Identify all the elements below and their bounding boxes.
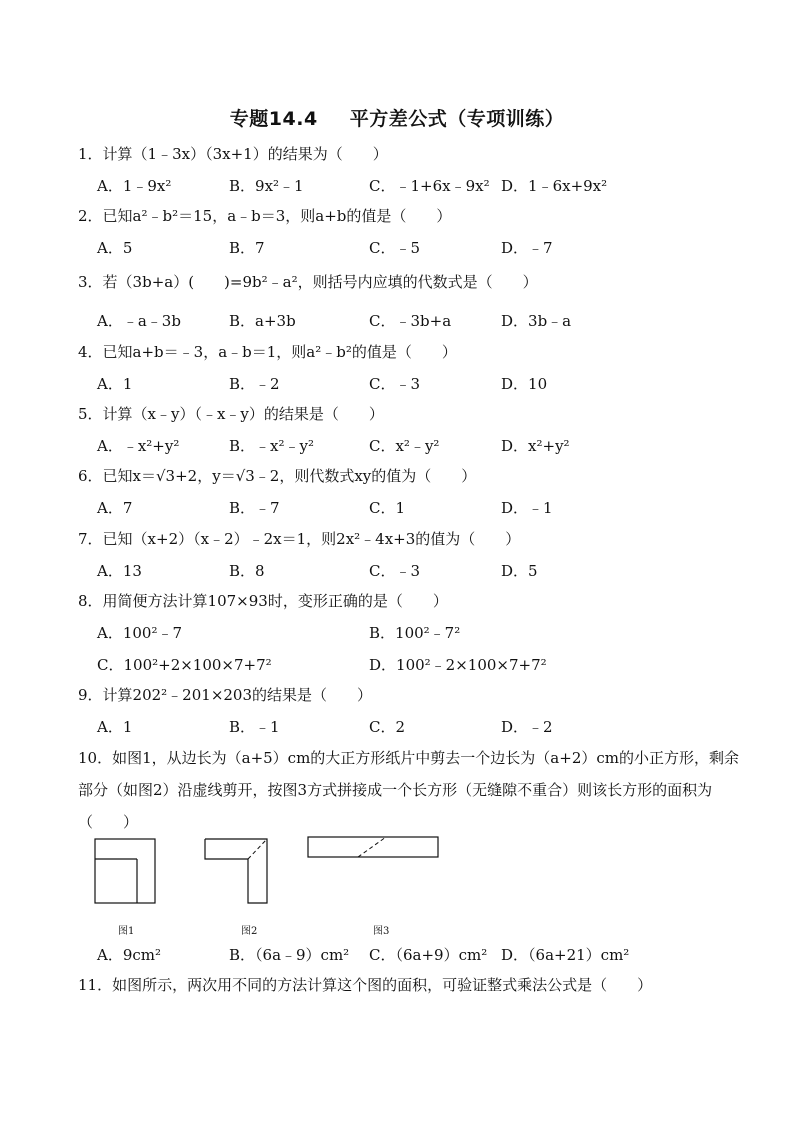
q1-option-b: B．9x²﹣1 [229,177,304,195]
q9-option-d: D．﹣2 [501,718,553,736]
question-6: 6．已知x＝√3+2，y＝√3﹣2，则代数式xy的值为（ ） [78,467,477,485]
q5-option-a: A．﹣x²+y² [97,437,180,455]
q8-option-b: B．100²﹣7² [369,624,461,642]
q9-option-b: B．﹣1 [229,718,280,736]
q1-option-d: D．1﹣6x+9x² [501,177,608,195]
figure-1-caption: 图1 [118,926,135,937]
q10-option-a: A．9cm² [97,946,162,964]
q2-option-c: C．﹣5 [369,239,421,257]
question-8: 8．用简便方法计算107×93时，变形正确的是（ ） [78,592,448,610]
q1-option-c: C．﹣1+6x﹣9x² [369,177,490,195]
q2-option-b: B．7 [229,239,265,257]
figure-1 [93,837,157,905]
q7-option-b: B．8 [229,562,265,580]
question-1: 1．计算（1﹣3x）（3x+1）的结果为（ ） [78,145,388,163]
question-11: 11．如图所示，两次用不同的方法计算这个图的面积，可验证整式乘法公式是（ ） [78,976,653,994]
q7-option-d: D．5 [501,562,538,580]
question-5: 5．计算（x﹣y）（﹣x﹣y）的结果是（ ） [78,405,384,423]
figure-3-caption: 图3 [373,926,390,937]
q8-option-d: D．100²﹣2×100×7+7² [369,656,547,674]
q8-option-c: C．100²+2×100×7+7² [97,656,272,674]
page-title [0,104,794,131]
title-number: 专题14.4 [229,108,318,130]
q10-option-b: B．（6a﹣9）cm² [229,946,350,964]
q6-option-c: C．1 [369,499,406,517]
q3-option-d: D．3b﹣a [501,312,572,330]
q5-option-d: D．x²+y² [501,437,570,455]
q1-option-a: A．1﹣9x² [97,177,172,195]
q7-option-a: A．13 [97,562,142,580]
q3-option-c: C．﹣3b+a [369,312,452,330]
question-9: 9．计算202²﹣201×203的结果是（ ） [78,686,373,704]
figure-3 [306,835,440,859]
question-2: 2．已知a²﹣b²＝15，a﹣b＝3，则a+b的值是（ ） [78,207,452,225]
q7-option-c: C．﹣3 [369,562,421,580]
q5-option-b: B．﹣x²﹣y² [229,437,314,455]
q4-option-b: B．﹣2 [229,375,280,393]
figure-2-caption: 图2 [241,926,258,937]
q4-option-a: A．1 [97,375,133,393]
q2-option-d: D．﹣7 [501,239,553,257]
q8-option-a: A．100²﹣7 [97,624,183,642]
q2-option-a: A．5 [97,239,133,257]
question-10: 10．如图1，从边长为（a+5）cm的大正方形纸片中剪去一个边长为（a+2）cm的小正方形，剩余部分（如图2）沿虚线剪开，按图3方式拼接成一个长方形（无缝隙不重合）则该长方形的面积为（ ） [78,749,739,831]
question-7: 7．已知（x+2）（x﹣2）﹣2x＝1，则2x²﹣4x+3的值为（ ） [78,530,521,548]
q4-option-c: C．﹣3 [369,375,421,393]
question-3: 3．若（3b+a）( )=9b²﹣a²，则括号内应填的代数式是（ ） [78,273,538,291]
q3-option-a: A．﹣a﹣3b [97,312,181,330]
q9-option-a: A．1 [97,718,133,736]
q9-option-c: C．2 [369,718,406,736]
figure-2 [203,837,269,905]
q10-option-c: C．（6a+9）cm² [369,946,488,964]
q6-option-a: A．7 [97,499,133,517]
title-text: 平方差公式（专项训练） [349,108,565,130]
q6-option-b: B．﹣7 [229,499,280,517]
q5-option-c: C．x²﹣y² [369,437,440,455]
q4-option-d: D．10 [501,375,548,393]
q6-option-d: D．﹣1 [501,499,553,517]
q10-option-d: D．（6a+21）cm² [501,946,630,964]
question-4: 4．已知a+b＝﹣3，a﹣b＝1，则a²﹣b²的值是（ ） [78,343,457,361]
q3-option-b: B．a+3b [229,312,296,330]
